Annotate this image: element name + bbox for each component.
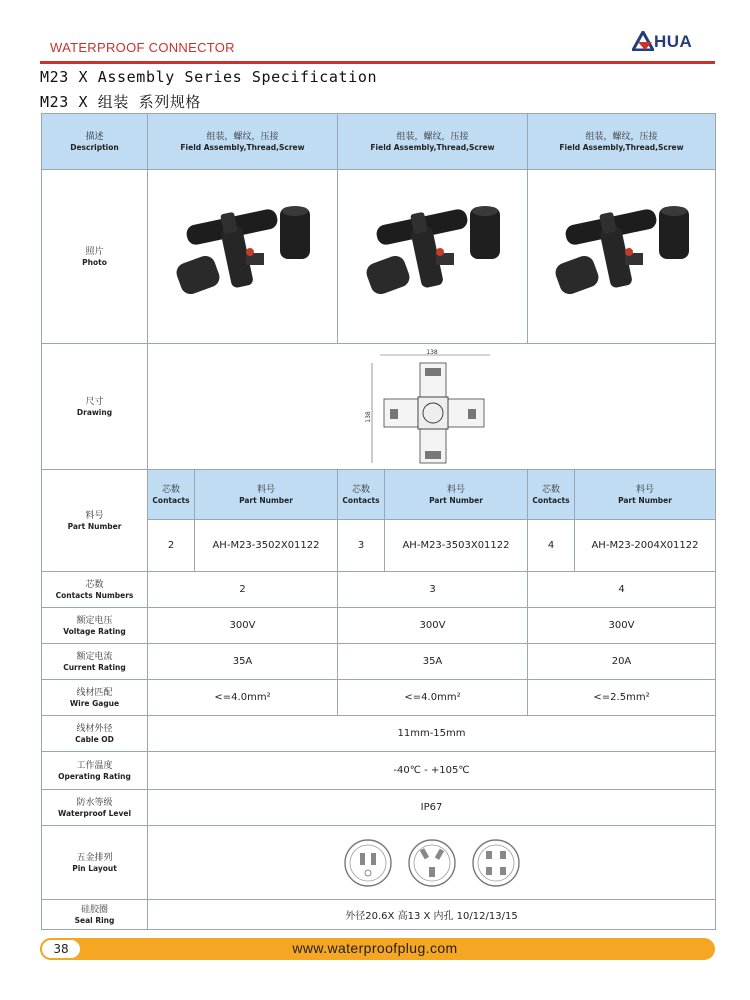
subhdr-en: Part Number — [429, 495, 483, 505]
desc-cell-2 — [338, 114, 528, 170]
label-cn: 额定电流 — [76, 651, 113, 662]
subhdr-part-1 — [195, 470, 338, 520]
subhdr-en: Part Number — [239, 495, 293, 505]
row-pin-layout — [42, 826, 716, 900]
cable-od-value: 11mm-15mm — [148, 716, 716, 752]
row-drawing — [42, 344, 716, 470]
pin-layout-4-icon — [473, 840, 519, 886]
row-operating — [42, 752, 716, 790]
t-connector-image — [358, 197, 508, 317]
label-en: Waterproof Level — [57, 808, 132, 818]
row-photo — [42, 170, 716, 344]
operating-value: -40℃ - +105℃ — [148, 752, 716, 790]
wire-value: <=4.0mm² — [338, 680, 528, 716]
label-drawing — [42, 344, 148, 470]
subhdr-cn: 料号 — [256, 484, 275, 495]
label-cn: 料号 — [85, 510, 104, 521]
row-seal-ring — [42, 900, 716, 930]
subhdr-cn: 芯数 — [541, 484, 560, 495]
row-current — [42, 644, 716, 680]
subhdr-cn: 料号 — [635, 484, 654, 495]
label-cn: 照片 — [85, 246, 104, 257]
label-cn: 线材匹配 — [76, 687, 113, 698]
subhdr-en: Part Number — [618, 495, 672, 505]
contacts-numbers-value: 3 — [338, 572, 528, 608]
label-cn: 额定电压 — [76, 615, 113, 626]
photo-cell-2 — [338, 170, 528, 344]
label-en: Drawing — [76, 407, 113, 417]
contacts-value: 2 — [148, 520, 195, 572]
desc-en: Field Assembly,Thread,Screw — [370, 142, 495, 152]
label-operating — [42, 752, 148, 790]
label-en: Cable OD — [75, 734, 114, 744]
contacts-value: 3 — [338, 520, 385, 572]
part-number-value: AH-M23-2004X01122 — [575, 520, 716, 572]
logo-text: HUA — [654, 32, 693, 51]
desc-cn: 组装，螺纹，压接 — [206, 131, 279, 142]
row-cable-od — [42, 716, 716, 752]
dim-height: 138 — [364, 410, 372, 423]
subhdr-contacts-1 — [148, 470, 195, 520]
subhdr-en: Contacts — [152, 495, 190, 505]
current-value: 20A — [528, 644, 716, 680]
t-connector-image — [168, 197, 318, 317]
contacts-numbers-value: 4 — [528, 572, 716, 608]
subhdr-en: Contacts — [532, 495, 570, 505]
voltage-value: 300V — [338, 608, 528, 644]
label-en: Wire Gague — [69, 698, 120, 708]
waterproof-value: IP67 — [148, 790, 716, 826]
header-bar — [40, 38, 715, 60]
subhdr-part-3 — [575, 470, 716, 520]
t-connector-image — [547, 197, 697, 317]
dimension-drawing — [362, 347, 502, 467]
desc-cn: 组装，螺纹，压接 — [585, 131, 658, 142]
label-cn: 五金排列 — [76, 852, 113, 863]
desc-en: Field Assembly,Thread,Screw — [559, 142, 684, 152]
seal-ring-value: 外径20.6X 高13 X 内孔 10/12/13/15 — [148, 900, 716, 930]
footer-url[interactable]: www.waterproofplug.com — [292, 940, 458, 956]
header-rule — [40, 61, 715, 64]
label-part-number — [42, 470, 148, 572]
label-waterproof — [42, 790, 148, 826]
label-en: Current Rating — [63, 662, 126, 672]
row-wire — [42, 680, 716, 716]
desc-cn: 组装，螺纹，压接 — [396, 131, 469, 142]
connector-photo — [168, 197, 318, 317]
photo-cell-3 — [528, 170, 716, 344]
label-contacts-numbers — [42, 572, 148, 608]
contacts-numbers-value: 2 — [148, 572, 338, 608]
drawing-cell — [148, 344, 716, 470]
label-cn: 线材外径 — [76, 723, 113, 734]
label-cn: 防水等级 — [76, 797, 113, 808]
current-value: 35A — [148, 644, 338, 680]
label-cn: 描述 — [85, 131, 104, 142]
row-part-header — [42, 470, 716, 520]
label-en: Contacts Numbers — [55, 590, 134, 600]
connector-photo — [547, 197, 697, 317]
wire-value: <=4.0mm² — [148, 680, 338, 716]
part-number-value: AH-M23-3503X01122 — [385, 520, 528, 572]
header-title: WATERPROOF CONNECTOR — [50, 40, 235, 55]
label-en: Seal Ring — [74, 915, 115, 925]
page-title-en: M23 X Assembly Series Specification — [40, 68, 378, 86]
contacts-value: 4 — [528, 520, 575, 572]
page-number: 38 — [40, 938, 82, 960]
label-cn: 硅胶圈 — [80, 904, 108, 915]
subhdr-contacts-3 — [528, 470, 575, 520]
desc-cell-1 — [148, 114, 338, 170]
row-voltage — [42, 608, 716, 644]
label-current — [42, 644, 148, 680]
label-en: Description — [70, 142, 119, 152]
label-voltage — [42, 608, 148, 644]
pin-layout-diagram — [332, 833, 532, 893]
row-description — [42, 114, 716, 170]
label-photo — [42, 170, 148, 344]
subhdr-cn: 芯数 — [351, 484, 370, 495]
row-contacts-numbers — [42, 572, 716, 608]
desc-cell-3 — [528, 114, 716, 170]
label-en: Operating Rating — [58, 771, 131, 781]
label-wire — [42, 680, 148, 716]
subhdr-cn: 芯数 — [161, 484, 180, 495]
cross-drawing-image — [362, 347, 502, 467]
label-en: Pin Layout — [72, 863, 117, 873]
part-number-value: AH-M23-3502X01122 — [195, 520, 338, 572]
pin-layout-image — [332, 833, 532, 893]
photo-cell-1 — [148, 170, 338, 344]
row-waterproof — [42, 790, 716, 826]
current-value: 35A — [338, 644, 528, 680]
label-en: Photo — [82, 257, 107, 267]
voltage-value: 300V — [528, 608, 716, 644]
pin-layout-3-icon — [409, 840, 455, 886]
subhdr-contacts-2 — [338, 470, 385, 520]
label-en: Voltage Rating — [63, 626, 126, 636]
dim-width: 138 — [425, 348, 438, 356]
connector-photo — [358, 197, 508, 317]
label-cn: 工作温度 — [76, 760, 113, 771]
label-pin-layout — [42, 826, 148, 900]
subhdr-cn: 料号 — [446, 484, 465, 495]
voltage-value: 300V — [148, 608, 338, 644]
label-en: Part Number — [67, 521, 122, 531]
label-cn: 尺寸 — [85, 396, 104, 407]
wire-value: <=2.5mm² — [528, 680, 716, 716]
label-cable-od — [42, 716, 148, 752]
pin-layout-2-icon — [345, 840, 391, 886]
page-title-cn: M23 X 组装 系列规格 — [40, 93, 202, 111]
desc-en: Field Assembly,Thread,Screw — [180, 142, 305, 152]
label-seal-ring — [42, 900, 148, 930]
subhdr-part-2 — [385, 470, 528, 520]
subhdr-en: Contacts — [342, 495, 380, 505]
spec-table — [41, 113, 716, 930]
logo-mark-icon — [632, 31, 654, 51]
pin-layout-cell — [148, 826, 716, 900]
label-description — [42, 114, 148, 170]
label-cn: 芯数 — [85, 579, 104, 590]
brand-logo — [632, 29, 712, 55]
